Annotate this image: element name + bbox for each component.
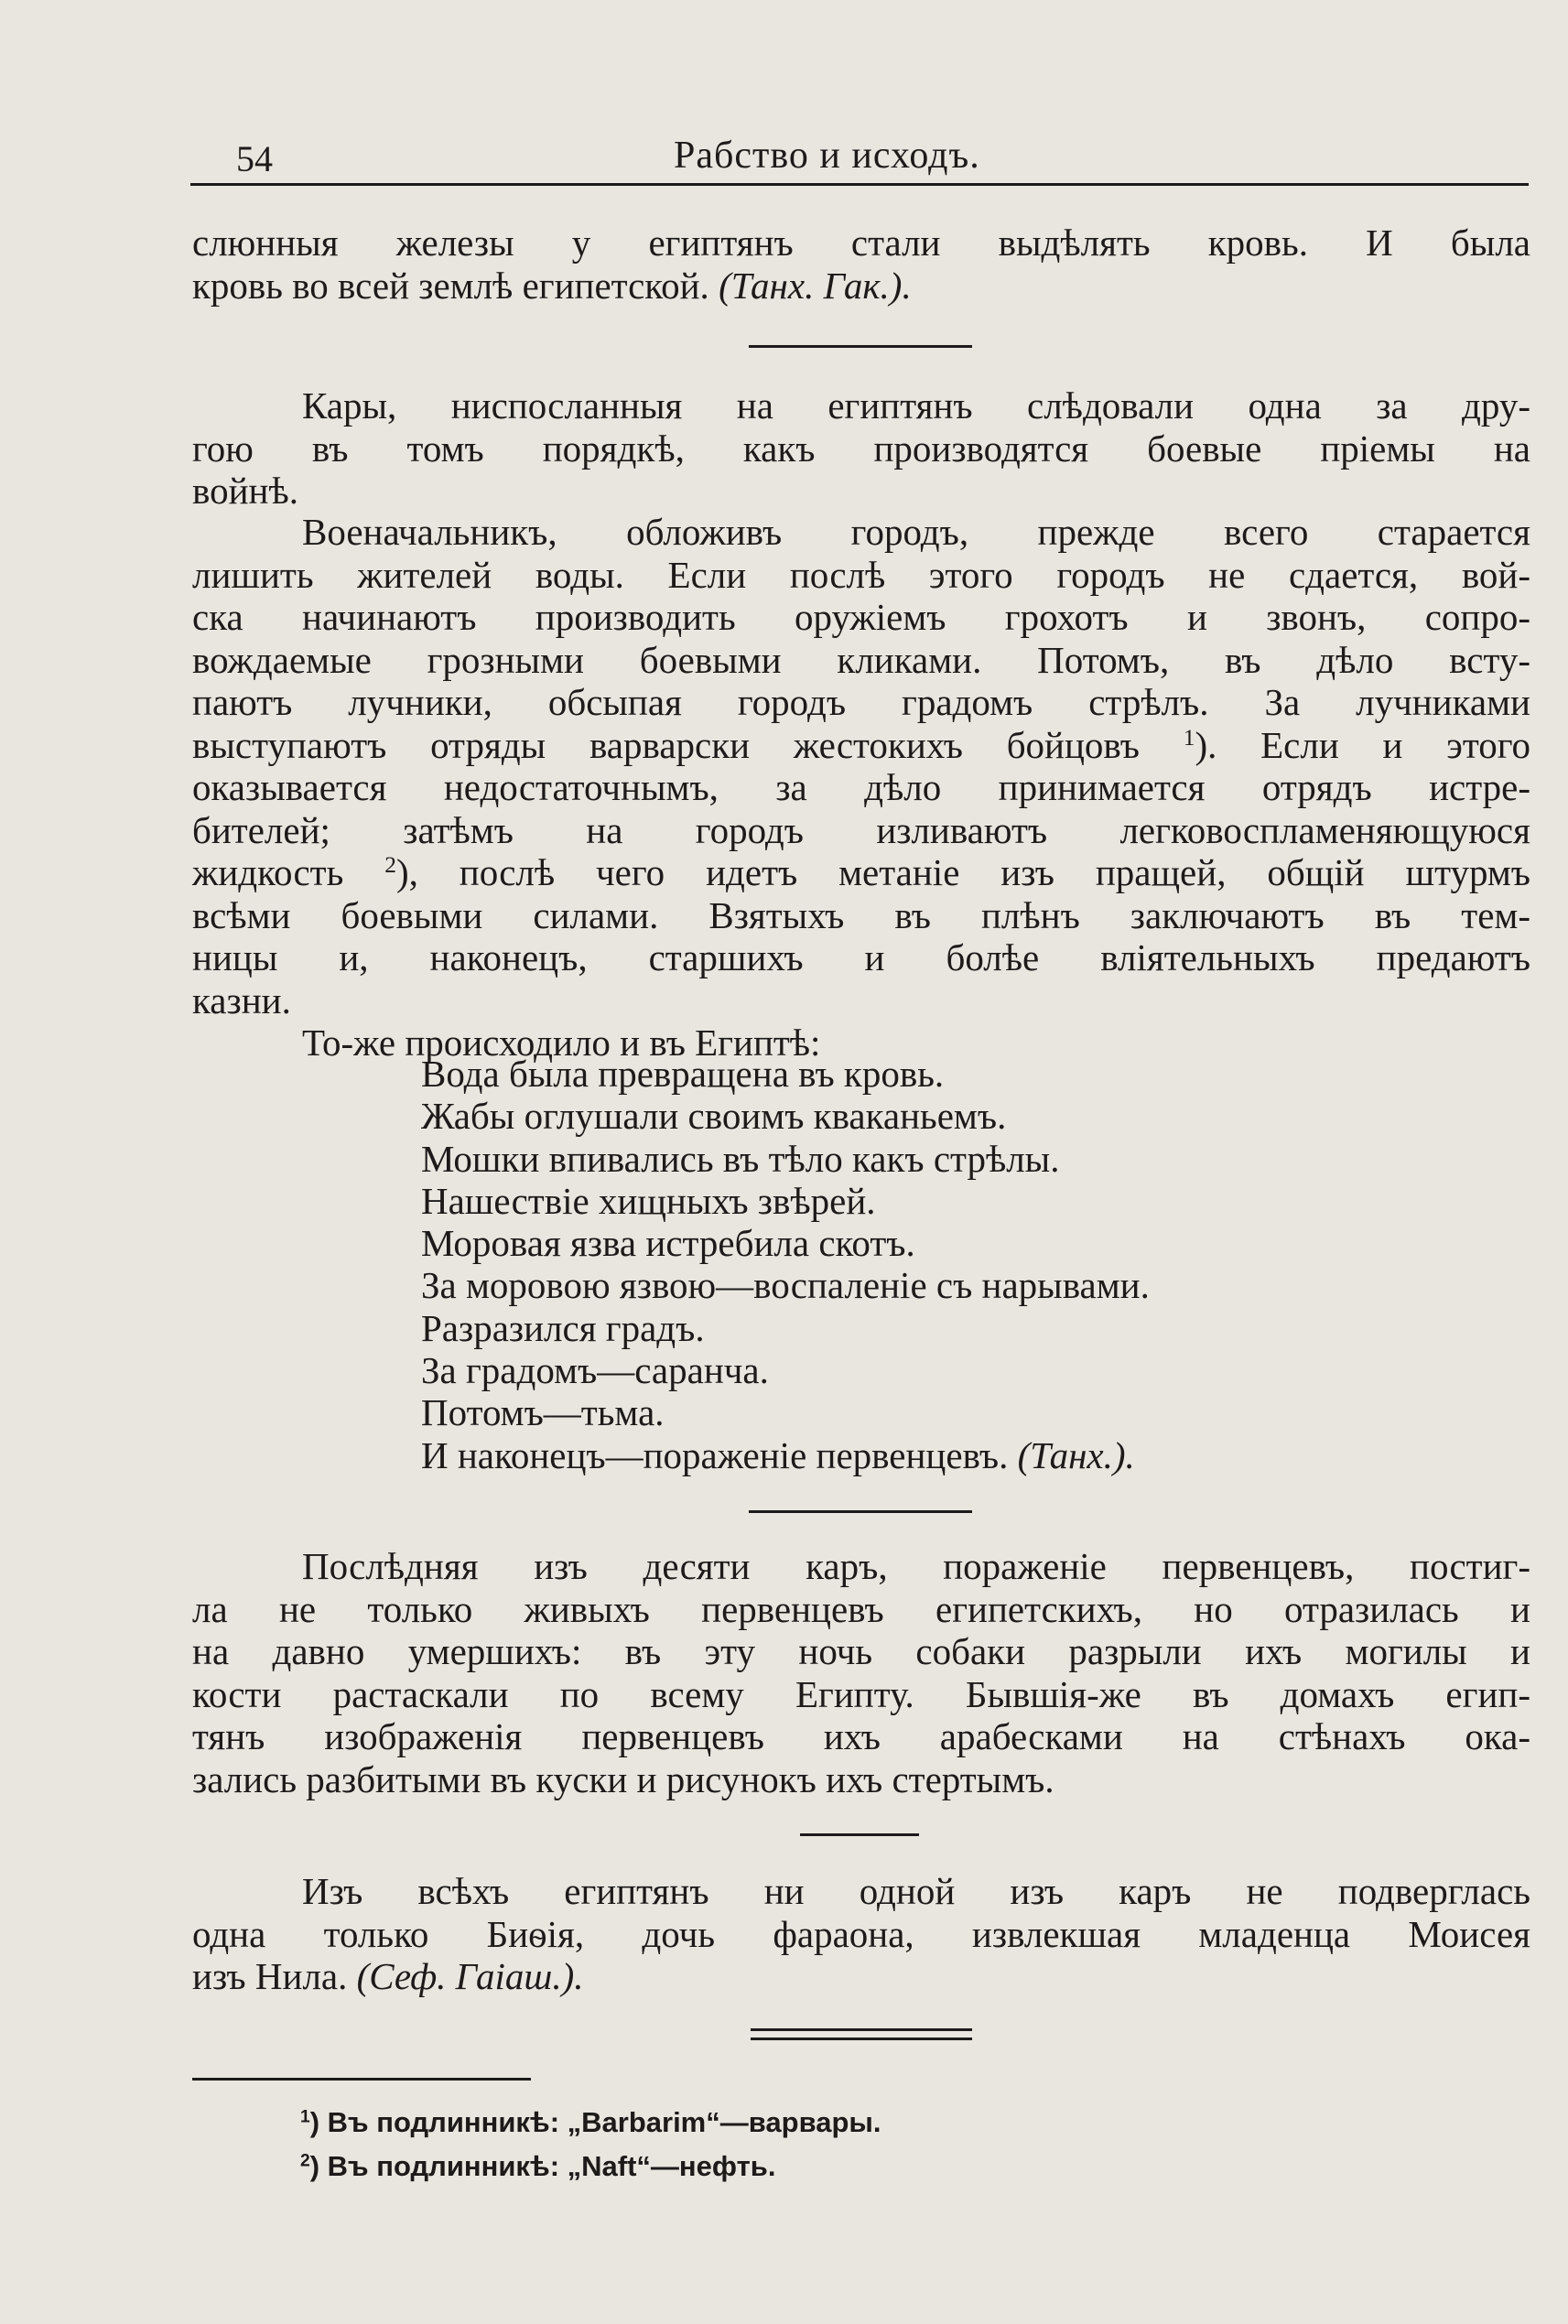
running-title: Рабство и исходъ. [674,135,980,177]
footnote: $^1$) Въ подлинникѣ: „Barbarim“—варвары. [300,2106,881,2138]
text-line: паютъ лучники, обсыпая городъ градомъ стрѣлъ. За лучниками [192,681,1530,723]
paragraph-bithiah [192,1870,1530,1998]
plagues-list [421,1053,1428,1476]
text-line: вождаемые грозными боевыми кликами. Потомъ, въ дѣло всту- [192,638,1530,681]
paragraph-firstborn [192,1545,1530,1800]
section-separator [800,1833,919,1836]
text-line: кости растаскали по всему Египту. Бывшія-же въ домахъ егип- [192,1672,1530,1715]
text-line: жидкость $^2$), послѣ чего идетъ метаніе изъ пращей, общій штурмъ [192,851,1531,893]
chapter-end-rule [751,2028,972,2031]
section-separator [749,1510,972,1513]
text-line: гою въ томъ порядкѣ, какъ производятся боевые пріемы на [192,427,1530,470]
text-line: бителей; затѣмъ на городъ изливаютъ легковоспламеняющуюся [192,808,1530,851]
text-line: на давно умершихъ: въ эту ночь собаки разрыли ихъ могилы и [192,1630,1530,1672]
footnote-number: 2 [300,2151,310,2171]
chapter-end-rule [751,2038,972,2040]
text-line: зались разбитыми въ куски и рисунокъ ихъ стертымъ. [192,1757,1054,1800]
section-separator [749,345,972,348]
header-rule [190,183,1529,186]
text-line: ска начинаютъ производить оружіемъ грохотъ и звонъ, сопро- [192,596,1530,638]
text-line: казни. [192,978,291,1021]
list-item: Потомъ—тьма. [421,1391,665,1434]
text-line: ла не только живыхъ первенцевъ египетскихъ, но отразилась и [192,1587,1530,1630]
paragraph-plagues-order [192,384,1530,513]
text-line: одна только Биѳія, дочь фараона, извлекшая младенца Моисея [192,1912,1530,1955]
text-line: тянъ изображенія первенцевъ ихъ арабесками на стѣнахъ ока- [192,1715,1530,1757]
text-line: изъ Нила. (Сеф. Гаіаш.). [192,1955,584,1997]
source-reference: (Сеф. Гаіаш.). [356,1955,584,1997]
text-line: Послѣдняя изъ десяти каръ, пораженіе первенцевъ, постиг- [302,1545,1530,1587]
source-reference: (Танх.). [1017,1433,1135,1476]
list-item: Разразился градъ. [421,1306,705,1349]
list-item: Моровая язва истребила скотъ. [421,1222,915,1265]
list-item: Жабы оглушали своимъ кваканьемъ. [421,1095,1007,1138]
list-item: Мошки впивались въ тѣло какъ стрѣлы. [421,1137,1060,1180]
text-line: кровь во всей землѣ египетской. (Танх. Гак.). [192,264,912,307]
footnotes [300,2101,881,2189]
text-line: оказывается недостаточнымъ, за дѣло принимается отрядъ истре- [192,766,1530,808]
footnote-mark: 2 [384,852,396,879]
text-line: ницы и, наконецъ, старшихъ и болѣе вліятельныхъ предаютъ [192,936,1530,978]
footnote-mark: 1 [1183,724,1195,751]
page-number: 54 [236,138,273,179]
footnote-rule [192,2078,531,2081]
list-item: За моровою язвою—воспаленіе съ нарывами. [421,1264,1150,1307]
text-line: слюнныя железы у египтянъ стали выдѣлять кровь. И была [192,222,1530,264]
text-line: всѣми боевыми силами. Взятыхъ въ плѣнъ заключаютъ въ тем- [192,893,1530,936]
list-item: Вода была превращена въ кровь. [421,1053,945,1095]
text-line: лишить жителей воды. Если послѣ этого городъ не сдается, вой- [192,553,1530,596]
paragraph-continuation [192,222,1530,307]
source-reference: (Танх. Гак.). [719,264,912,307]
text-line: Военачальникъ, обложивъ городъ, прежде всего старается [302,511,1530,553]
text-line: войнѣ. [192,470,298,512]
list-item: Нашествіе хищныхъ звѣрей. [421,1179,876,1222]
text-line: Кары, ниспосланныя на египтянъ слѣдовали одна за дру- [302,384,1530,427]
text-line: То-же происходило и въ Египтѣ: [302,1021,821,1064]
footnote-number: 1 [300,2107,310,2127]
text-line: Изъ всѣхъ египтянъ ни одной изъ каръ не подверглась [302,1870,1530,1912]
list-item: За градомъ—саранча. [421,1349,769,1392]
list-item: И наконецъ—пораженіе первенцевъ. (Танх.). [421,1433,1135,1476]
footnote: $^2$) Въ подлинникѣ: „Naft“—нефть. [300,2150,776,2182]
page-header [190,134,1529,187]
text-line: выступаютъ отряды варварски жестокихъ бойцовъ $^1$). Если и этого [192,723,1530,766]
paragraph-siege [192,511,1530,1065]
